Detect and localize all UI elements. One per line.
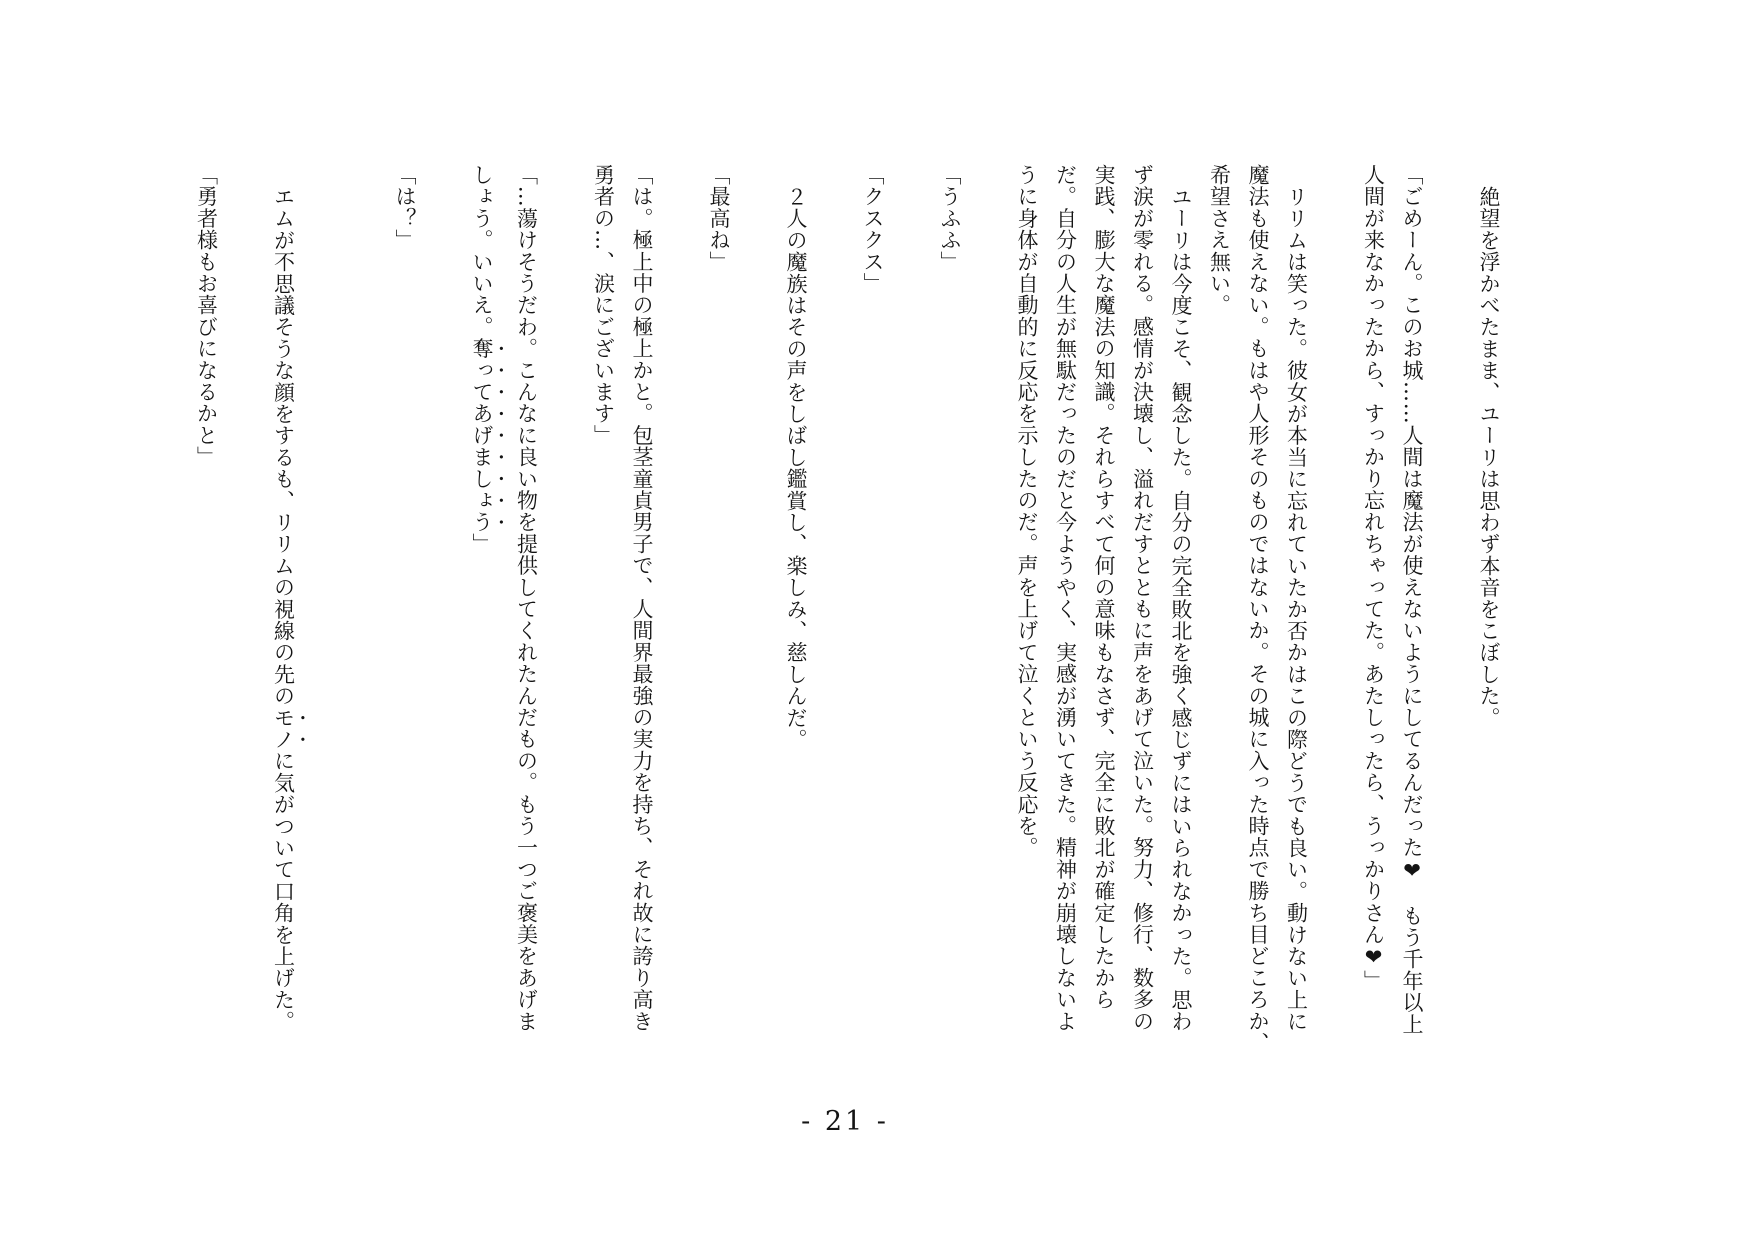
text-line (1046, 164, 1085, 1098)
vertical-text-block (192, 164, 1508, 1098)
text-segment: 実践、膨大な魔法の知識。それらすべて何の意味もなさず、完全に敗北が確定したから (1092, 164, 1116, 1011)
blank-line (892, 164, 931, 1098)
blank-line (1431, 164, 1470, 1098)
text-line (584, 164, 623, 1098)
text-segment: しょう。いいえ。 (470, 164, 494, 338)
text-line (1008, 164, 1047, 1098)
text-segment: 絶望を浮かべたまま、ユーリは思わず本音をこぼした。 (1477, 186, 1501, 729)
text-segment: 人間が来なかったから、すっかり忘れちゃってた。あたしったら、うっかりさん❤」 (1361, 164, 1386, 992)
blank-line (969, 164, 1008, 1098)
text-line (386, 164, 425, 1098)
text-line (1393, 164, 1432, 1098)
text-segment: 勇者の…、涙にございます」 (591, 164, 616, 447)
text-segment: 「ごめーん。このお城……人間は魔法が使えないようにしてるんだった❤ もう千年以上 (1400, 164, 1424, 1035)
blank-line (347, 164, 386, 1098)
text-line (700, 164, 739, 1098)
text-segment: 希望さえ無い。 (1207, 164, 1232, 316)
text-segment: リリムは笑った。彼女が本当に忘れていたか否かはこの際どうでも良い。動けない上に (1284, 186, 1309, 1033)
text-line (931, 164, 970, 1098)
text-segment: エムが不思議そうな顔をするも、リリムの視線の先の (271, 186, 296, 707)
text-line (1200, 164, 1239, 1098)
text-line (1354, 164, 1393, 1098)
text-line (777, 164, 816, 1098)
text-line (1162, 164, 1201, 1098)
blank-line (661, 164, 700, 1098)
text-segment: 「は？」 (393, 164, 417, 251)
text-segment: 魔法も使えない。もはや人形そのものではないか。その城に入った時点で勝ち目どころか、 (1246, 164, 1270, 1054)
text-segment: に気がついて口角を上げた。 (271, 750, 296, 1033)
text-line (264, 164, 309, 1098)
blank-line (1316, 164, 1355, 1098)
blank-line (738, 164, 777, 1098)
text-segment: 「最高ね」 (707, 164, 731, 273)
text-line (1085, 164, 1124, 1098)
text-line (463, 164, 508, 1098)
text-segment: 」 (470, 532, 494, 555)
text-segment: 「は。極上中の極上かと。包茎童貞男子で、人間界最強の実力を持ち、それ故に誇り高き (630, 164, 654, 1033)
text-line (1277, 164, 1316, 1098)
text-segment: 「うふふ」 (938, 164, 962, 273)
page-number: - 21 - (801, 1106, 889, 1137)
blank-line (226, 164, 265, 1098)
text-segment: ず涙が零れる。感情が決壊し、溢れだすとともに声をあげて泣いた。努力、修行、数多の (1130, 164, 1155, 1032)
text-line (1123, 164, 1162, 1098)
text-segment: 「勇者様もお喜びになるかと」 (194, 164, 219, 468)
text-line (187, 164, 226, 1098)
emphasized-text: 奪ってあげましょう (470, 337, 494, 533)
text-line (1470, 164, 1509, 1098)
text-segment: ２人の魔族はその声をしばし鑑賞し、楽しみ、慈しんだ。 (784, 186, 808, 751)
blank-line (546, 164, 585, 1098)
blank-line (815, 164, 854, 1098)
text-line (623, 164, 662, 1098)
text-line (507, 164, 546, 1098)
text-line (854, 164, 893, 1098)
emphasized-text: モノ (271, 706, 296, 751)
text-segment: ユーリは今度こそ、観念した。自分の完全敗北を強く感じずにはいられなかった。思わ (1169, 186, 1193, 1033)
blank-line (424, 164, 463, 1098)
text-segment: 「…蕩けそうだわ。こんなに良い物を提供してくれたんだもの。もう一つご褒美をあげま (514, 164, 539, 1032)
text-segment: だ。自分の人生が無駄だったのだと今ようやく、実感が湧いてきた。精神が崩壊しないよ (1053, 164, 1078, 1032)
text-line (1239, 164, 1278, 1098)
text-segment: うに身体が自動的に反応を示したのだ。声を上げて泣くという反応を。 (1015, 164, 1039, 859)
blank-line (309, 164, 348, 1098)
text-segment: 「クスクス」 (861, 164, 885, 295)
